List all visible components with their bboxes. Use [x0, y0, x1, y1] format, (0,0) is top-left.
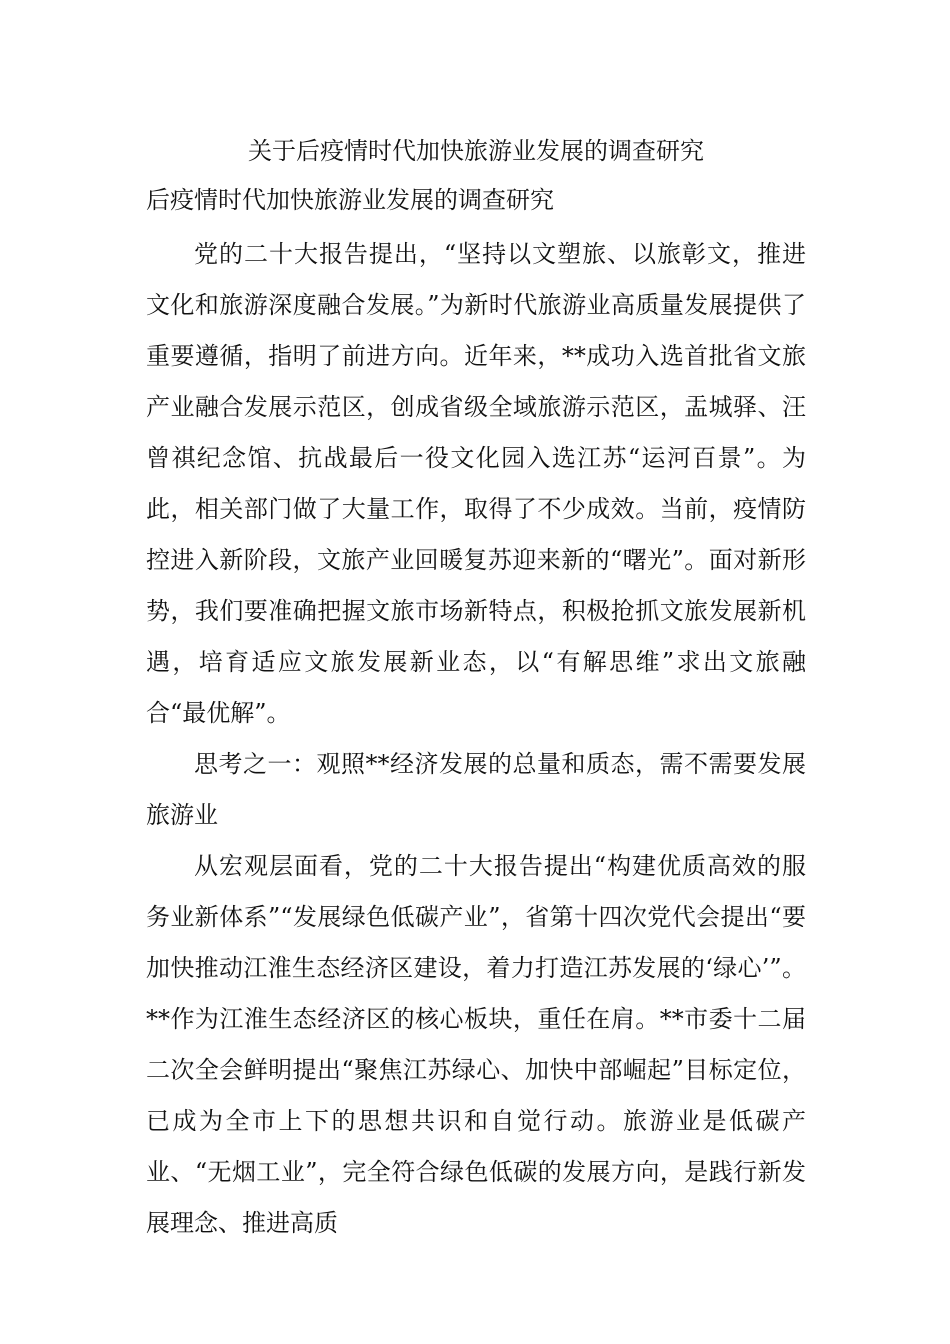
document-subtitle: 后疫情时代加快旅游业发展的调查研究: [146, 186, 554, 214]
document-title: 关于后疫情时代加快旅游业发展的调查研究: [248, 137, 704, 165]
paragraph-macro-view: 从宏观层面看，党的二十大报告提出“构建优质高效的服务业新体系”“发展绿色低碳产业”，省第十四次党代会提出“要加快推动江淮生态经济区建设，着力打造江苏发展的‘绿心’”。**作为江淮生态经济区的核心板块，重任在肩。**市委十二届二次全会鲜明提出“聚焦江苏绿心、加快中部崛起”目标定位，已成为全市上下的思想共识和自觉行动。旅游业是低碳产业、“无烟工业”，完全符合绿色低碳的发展方向，是践行新发展理念、推进高质: [146, 852, 806, 1237]
paragraph-intro: 党的二十大报告提出，“坚持以文塑旅、以旅彰文，推进文化和旅游深度融合发展。”为新时代旅游业高质量发展提供了重要遵循，指明了前进方向。近年来，**成功入选首批省文旅产业融合发展示范区，创成省级全域旅游示范区，盂城驿、汪曾祺纪念馆、抗战最后一役文化园入选江苏“运河百景”。为此，相关部门做了大量工作，取得了不少成效。当前，疫情防控进入新阶段，文旅产业回暖复苏迎来新的“曙光”。面对新形势，我们要准确把握文旅市场新特点，积极抢抓文旅发展新机遇，培育适应文旅发展新业态，以“有解思维”求出文旅融合“最优解”。: [146, 240, 806, 727]
paragraph-heading-thought-one: 思考之一：观照**经济发展的总量和质态，需不需要发展旅游业: [146, 750, 806, 829]
document-body: [146, 229, 806, 1249]
